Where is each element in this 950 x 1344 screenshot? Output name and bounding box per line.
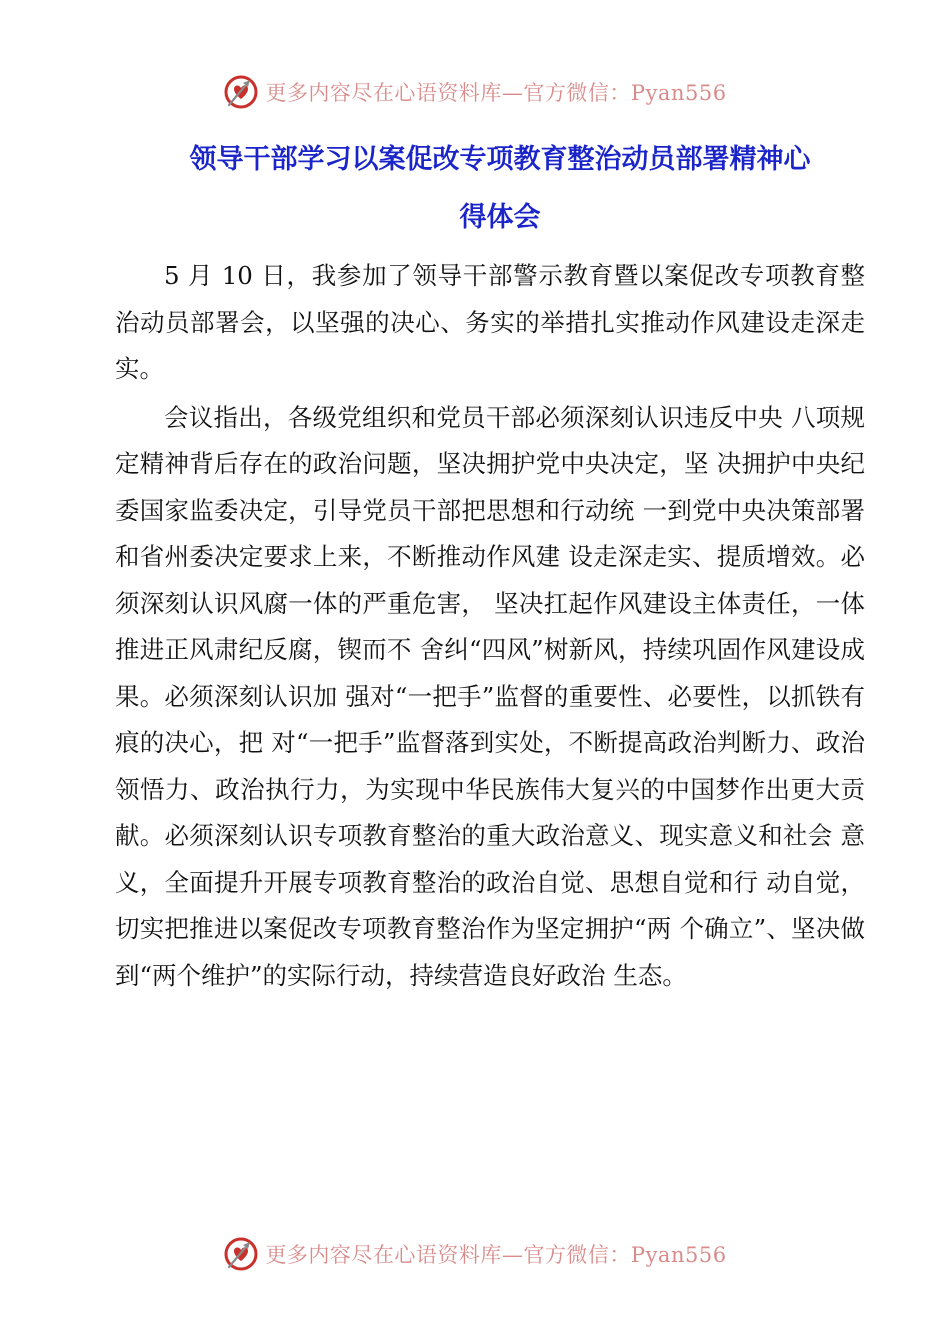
document-title-line-1: 领导干部学习以案促改专项教育整治动员部署精神心 — [189, 144, 811, 175]
document-body — [115, 253, 865, 999]
paragraph-2: 会议指出，各级党组织和党员干部必须深刻认识违反中央 八项规定精神背后存在的政治问题，坚决拥护党中央决定，坚 决拥护中央纪委国家监委决定，引导党员干部把思想和行动统 一到党中央决策部署和省州委决定要求上来，不断推动作风建 设走深走实、提质增效。必须深刻认识风腐一体的严重危害， 坚决扛起作风建设主体责任，一体推进正风肃纪反腐，锲而不 舍纠“四风”树新风，持续巩固作风建设成果。必须深刻认识加 强对“一把手”监督的重要性、必要性，以抓铁有痕的决心，把 对“一把手”监督落到实处，不断提高政治判断力、政治领悟力、政治执行力，为实现中华民族伟大复兴的中国梦作出更大贡献。必须深刻认识专项教育整治的重大政治意义、现实意义和社会 意义，全面提升开展专项教育整治的政治自觉、思想自觉和行 动自觉，切实把推进以案促改专项教育整治作为坚定拥护“两 个确立”、坚决做到“两个维护”的实际行动，持续营造良好政治 生态。 — [115, 402, 865, 990]
header-banner — [0, 72, 950, 112]
banner-text: 更多内容尽在心语资料库—官方微信：Pyan556 — [265, 1243, 727, 1267]
footer-banner — [0, 1234, 950, 1274]
heart-pen-logo-icon — [223, 74, 259, 110]
heart-pen-logo-icon — [223, 1236, 259, 1272]
document-title-line-2: 得体会 — [459, 202, 541, 233]
banner-text: 更多内容尽在心语资料库—官方微信：Pyan556 — [265, 81, 727, 105]
paragraph-1: 5 月 10 日，我参加了领导干部警示教育暨以案促改专项教育整治动员部署会，以坚强的决心、务实的举措扎实推动作风建设走深走实。 — [115, 261, 865, 383]
